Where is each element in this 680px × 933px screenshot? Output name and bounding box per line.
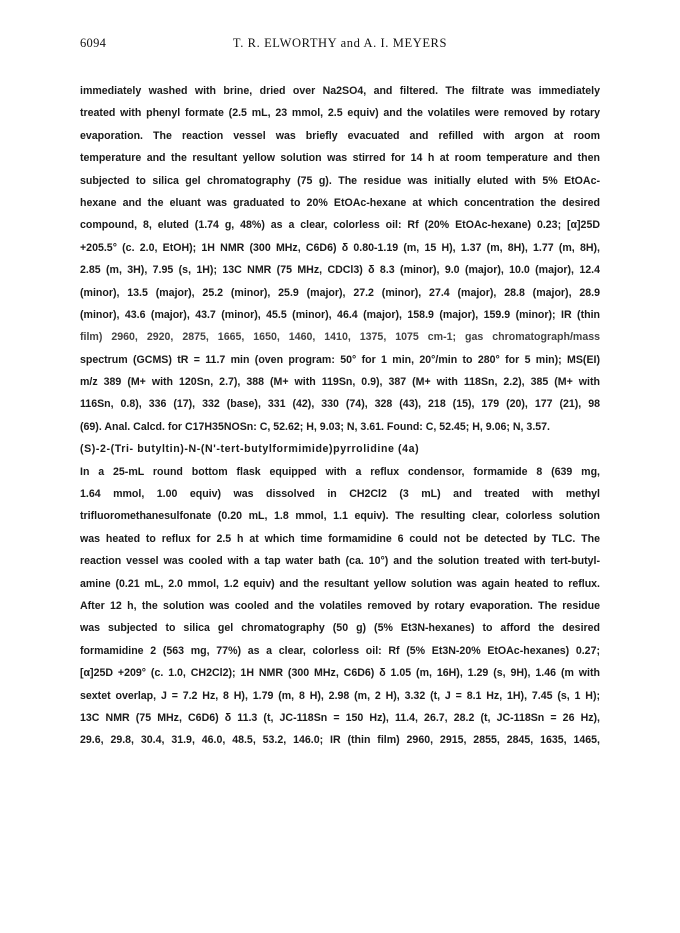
running-head: T. R. ELWORTHY and A. I. MEYERS — [232, 36, 448, 50]
text-line: spectrum (GCMS) tR = 11.7 min (oven program: 50° for 1 min, 20°/min to 280° for 5 min); MS(EI) — [80, 353, 600, 366]
text-line: hexane and the eluant was graduated to 20% EtOAc-hexane at which concentration the desired — [80, 196, 600, 209]
text-line: After 12 h, the solution was cooled and the volatiles removed by rotary evaporation. The residue — [80, 599, 600, 612]
text-line: 1.64 mmol, 1.00 equiv) was dissolved in CH2Cl2 (3 mL) and treated with methyl — [80, 488, 600, 501]
text-line: subjected to silica gel chromatography (75 g). The residue was initially eluted with 5% EtOAc- — [80, 174, 600, 187]
text-line: m/z 389 (M+ with 120Sn, 2.7), 388 (M+ with 119Sn, 0.9), 387 (M+ with 118Sn, 2.2), 385 (M+ with — [80, 376, 600, 389]
text-line: 29.6, 29.8, 30.4, 31.9, 46.0, 48.5, 53.2, 146.0; IR (thin film) 2960, 2915, 2855, 2845, 1635, 1465, — [80, 734, 600, 747]
text-line: formamidine 2 (563 mg, 77%) as a clear, colorless oil: Rf (5% Et3N-20% EtOAc-hexanes) 0.27; — [80, 644, 600, 657]
text-line: evaporation. The reaction vessel was briefly evacuated and refilled with argon at room — [80, 129, 600, 142]
body-text — [80, 80, 600, 752]
text-line: was heated to reflux for 2.5 h at which time formamidine 6 could not be detected by TLC. The — [80, 532, 600, 545]
text-line: +205.5° (c. 2.0, EtOH); 1H NMR (300 MHz, C6D6) δ 0.80-1.19 (m, 15 H), 1.37 (m, 8H), 1.77 (m, 8H), — [80, 241, 600, 254]
text-line: 2.85 (m, 3H), 7.95 (s, 1H); 13C NMR (75 MHz, CDCl3) δ 8.3 (minor), 9.0 (major), 10.0 (major), 12.4 — [80, 264, 600, 277]
text-line: immediately washed with brine, dried over Na2SO4, and filtered. The filtrate was immediately — [80, 85, 600, 97]
text-line: 116Sn, 0.8), 336 (17), 332 (base), 331 (42), 330 (74), 328 (43), 218 (15), 179 (20), 177 (21), 98 — [80, 398, 600, 411]
text-line: compound, 8, eluted (1.74 g, 48%) as a clear, colorless oil: Rf (20% EtOAc-hexane) 0.23; [α]25D — [80, 219, 600, 232]
text-line: 13C NMR (75 MHz, C6D6) δ 11.3 (t, JC-118Sn = 150 Hz), 11.4, 26.7, 28.2 (t, JC-118Sn = 26 Hz), — [80, 711, 600, 724]
page-header — [80, 36, 600, 54]
text-line: sextet overlap, J = 7.2 Hz, 8 H), 1.79 (m, 8 H), 2.98 (m, 2 H), 3.32 (t, J = 8.1 Hz, 1H), 7.45 (s, 1 H); — [80, 689, 600, 702]
text-line: film) 2960, 2920, 2875, 1665, 1650, 1460, 1410, 1375, 1075 cm-1; gas chromatograph/mass — [80, 331, 600, 344]
section-heading: (S)-2-(Tri- butyltin)-N-(N'-tert-butylformimide)pyrrolidine (4a) — [80, 443, 420, 456]
text-line: reaction vessel was cooled with a tap water bath (ca. 10°) and the solution treated with tert-butyl- — [80, 555, 600, 568]
text-line: In a 25-mL round bottom flask equipped with a reflux condensor, formamide 8 (639 mg, — [80, 465, 600, 478]
text-line: (69). Anal. Calcd. for C17H35NOSn: C, 52.62; H, 9.03; N, 3.61. Found: C, 52.45; H, 9.06; N, 3.57. — [80, 420, 550, 433]
text-line: trifluoromethanesulfonate (0.20 mL, 1.8 mmol, 1.1 equiv). The resulting clear, colorless solution — [80, 510, 600, 523]
page-number: 6094 — [80, 36, 107, 50]
text-line: treated with phenyl formate (2.5 mL, 23 mmol, 2.5 equiv) and the volatiles were removed by rotary — [80, 107, 600, 120]
text-line: amine (0.21 mL, 2.0 mmol, 1.2 equiv) and the resultant yellow solution was again heated to reflux. — [80, 577, 600, 590]
text-line: [α]25D +209° (c. 1.0, CH2Cl2); 1H NMR (300 MHz, C6D6) δ 1.05 (m, 16H), 1.29 (s, 9H), 1.46 (m with — [80, 667, 600, 680]
text-line: was subjected to silica gel chromatography (50 g) (5% Et3N-hexanes) to afford the desired — [80, 622, 600, 635]
text-line: temperature and the resultant yellow solution was stirred for 14 h at room temperature and then — [80, 152, 600, 165]
text-line: (minor), 13.5 (major), 25.2 (minor), 25.9 (major), 27.2 (minor), 27.4 (major), 28.8 (major), 28.9 — [80, 286, 600, 299]
text-line: (minor), 43.6 (major), 43.7 (minor), 45.5 (minor), 46.4 (major), 158.9 (major), 159.9 (minor); IR (thin — [80, 308, 600, 321]
